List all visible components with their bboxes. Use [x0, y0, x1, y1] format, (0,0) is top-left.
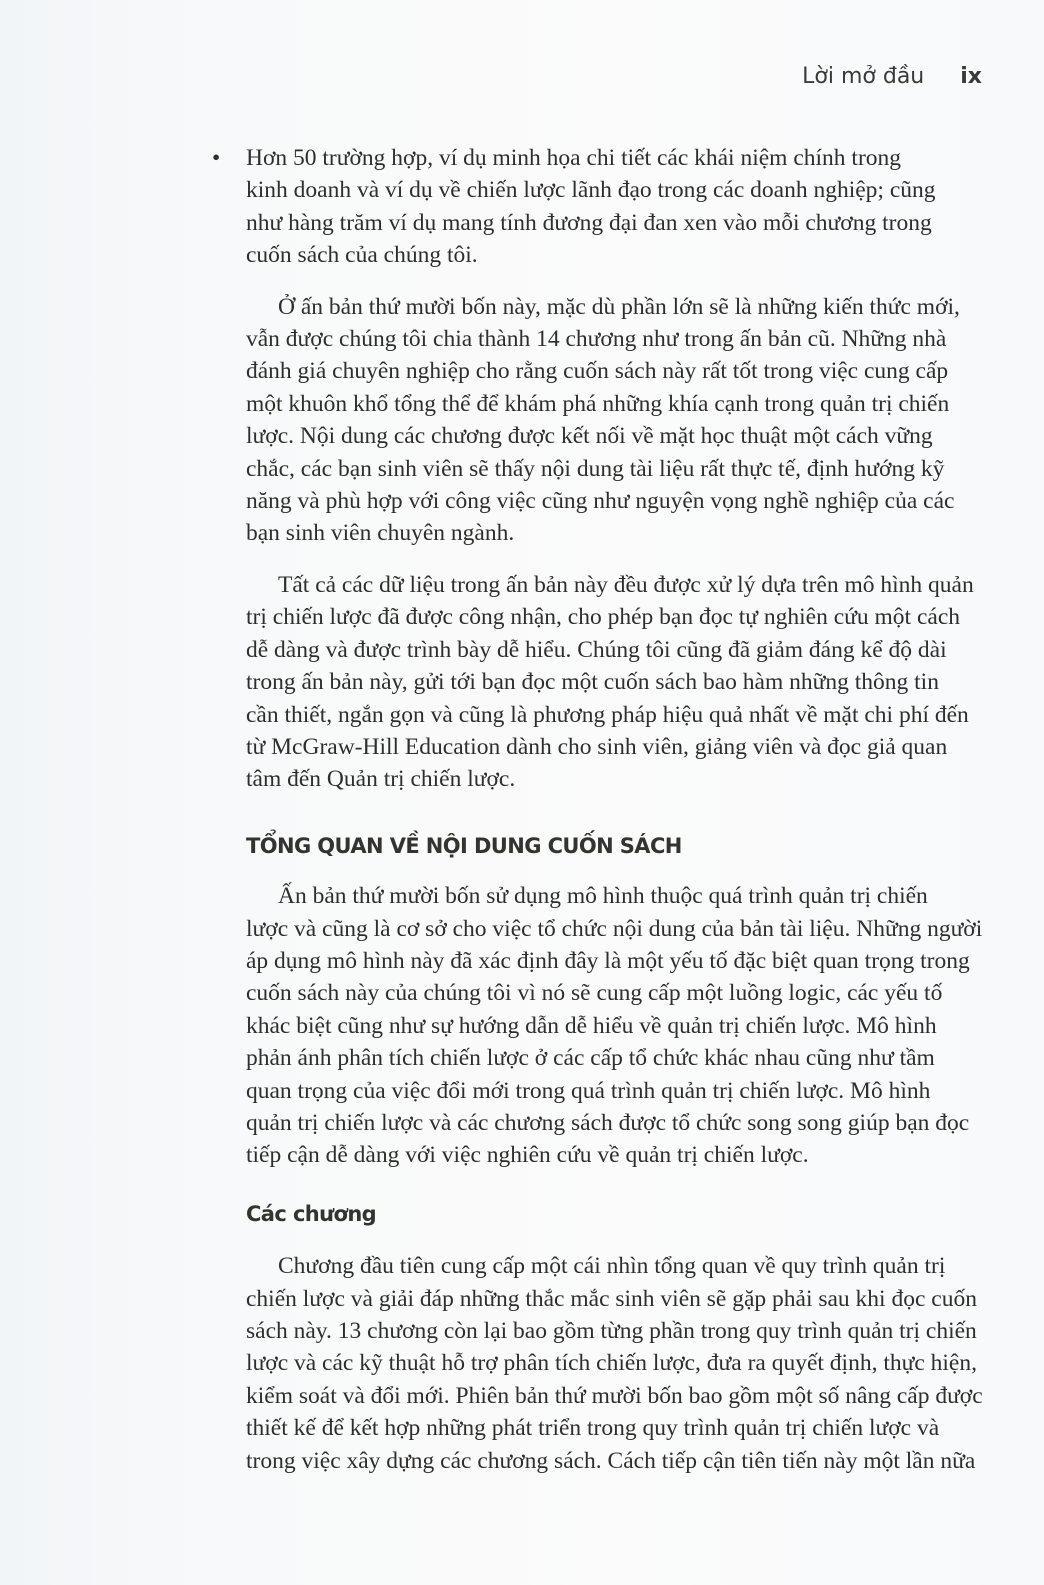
- text-line: áp dụng mô hình này đã xác định đây là một yếu tố đặc biệt quan trọng trong: [246, 947, 970, 974]
- text-line: Tất cả các dữ liệu trong ấn bản này đều được xử lý dựa trên mô hình quản: [278, 571, 974, 598]
- text-line: Ở ấn bản thứ mười bốn này, mặc dù phần lớn sẽ là những kiến thức mới,: [278, 293, 960, 320]
- text-line: vẫn được chúng tôi chia thành 14 chương như trong ấn bản cũ. Những nhà: [246, 326, 947, 353]
- text-line: chắc, các bạn sinh viên sẽ thấy nội dung tài liệu rất thực tế, định hướng kỹ: [246, 455, 945, 482]
- page-body: [212, 142, 985, 1496]
- text-line: trong ấn bản này, gửi tới bạn đọc một cuốn sách bao hàm những thông tin: [246, 669, 939, 696]
- text-line: kinh doanh và ví dụ về chiến lược lãnh đạo trong các doanh nghiệp; cũng: [246, 177, 936, 204]
- text-line: bạn sinh viên chuyên ngành.: [246, 520, 515, 547]
- text-line: Hơn 50 trường hợp, ví dụ minh họa chi tiết các khái niệm chính trong: [246, 145, 902, 171]
- text-line: trong việc xây dựng các chương sách. Cách tiếp cận tiên tiến này một lần nữa: [246, 1447, 976, 1474]
- text-line: đánh giá chuyên nghiệp cho rằng cuốn sách này rất tốt trong việc cung cấp: [246, 358, 949, 385]
- bullet-icon: •: [212, 145, 221, 171]
- text-line: như hàng trăm ví dụ mang tính đương đại đan xen vào mỗi chương trong: [246, 209, 932, 236]
- text-line: chiến lược và giải đáp những thắc mắc sinh viên sẽ gặp phải sau khi đọc cuốn: [246, 1285, 977, 1312]
- subsection-heading-chapters: Các chương: [246, 1201, 377, 1226]
- text-line: dễ dàng và được trình bày dễ hiểu. Chúng tôi cũng đã giảm đáng kể độ dài: [246, 636, 947, 663]
- text-line: kiểm soát và đổi mới. Phiên bản thứ mười bốn bao gồm một số nâng cấp được: [246, 1382, 983, 1409]
- paragraph-overview: [215, 880, 985, 1172]
- text-line: khác biệt cũng như sự hướng dẫn dễ hiểu về quản trị chiến lược. Mô hình: [246, 1012, 937, 1039]
- text-line: Chương đầu tiên cung cấp một cái nhìn tổng quan về quy trình quản trị: [278, 1253, 946, 1280]
- text-line: tâm đến Quản trị chiến lược.: [246, 766, 516, 793]
- text-line: quản trị chiến lược và các chương sách được tổ chức song song giúp bạn đọc: [246, 1109, 970, 1136]
- paragraph-fourteenth-edition: [215, 291, 985, 550]
- text-line: từ McGraw-Hill Education dành cho sinh viên, giảng viên và đọc giả quan: [246, 733, 948, 760]
- bullet-item: [212, 142, 985, 272]
- text-line: sách này. 13 chương còn lại bao gồm từng phần trong quy trình quản trị chiến: [246, 1318, 977, 1344]
- section-heading-overview: TỔNG QUAN VỀ NỘI DUNG CUỐN SÁCH: [246, 833, 682, 858]
- text-line: lược và cũng là cơ sở cho việc tổ chức nội dung của bản tài liệu. Những người: [246, 915, 983, 942]
- text-line: cuốn sách này của chúng tôi vì nó sẽ cung cấp một luồng logic, các yếu tố: [246, 980, 943, 1007]
- text-line: tiếp cận dễ dàng với việc nghiên cứu về quản trị chiến lược.: [246, 1142, 809, 1169]
- text-line: lược và các kỹ thuật hỗ trợ phân tích chiến lược, đưa ra quyết định, thực hiện,: [246, 1350, 977, 1377]
- text-line: năng và phù hợp với công việc cũng như nguyện vọng nghề nghiệp của các: [246, 488, 955, 515]
- text-line: trị chiến lược đã được công nhận, cho phép bạn đọc tự nghiên cứu một cách: [246, 604, 960, 631]
- text-line: phản ánh phân tích chiến lược ở các cấp tổ chức khác nhau cũng như tầm: [246, 1045, 935, 1072]
- paragraph-data-model: [215, 569, 985, 796]
- paragraph-chapters: [215, 1250, 985, 1477]
- text-line: lược. Nội dung các chương được kết nối về mặt học thuật một cách vững: [246, 423, 933, 450]
- text-line: một khuôn khổ tổng thể để khám phá những khía cạnh trong quản trị chiến: [246, 390, 950, 417]
- text-line: Ấn bản thứ mười bốn sử dụng mô hình thuộc quá trình quản trị chiến: [278, 883, 928, 910]
- page-number: ix: [960, 64, 982, 89]
- running-header: [802, 64, 982, 89]
- text-line: thiết kế để kết hợp những phát triển trong quy trình quản trị chiến lược và: [246, 1415, 940, 1442]
- chapter-title: Lời mở đầu: [802, 64, 925, 89]
- text-line: cuốn sách của chúng tôi.: [246, 242, 478, 269]
- text-line: quan trọng của việc đổi mới trong quá trình quản trị chiến lược. Mô hình: [246, 1077, 931, 1104]
- text-line: cần thiết, ngắn gọn và cũng là phương pháp hiệu quả nhất về mặt chi phí đến: [246, 701, 969, 728]
